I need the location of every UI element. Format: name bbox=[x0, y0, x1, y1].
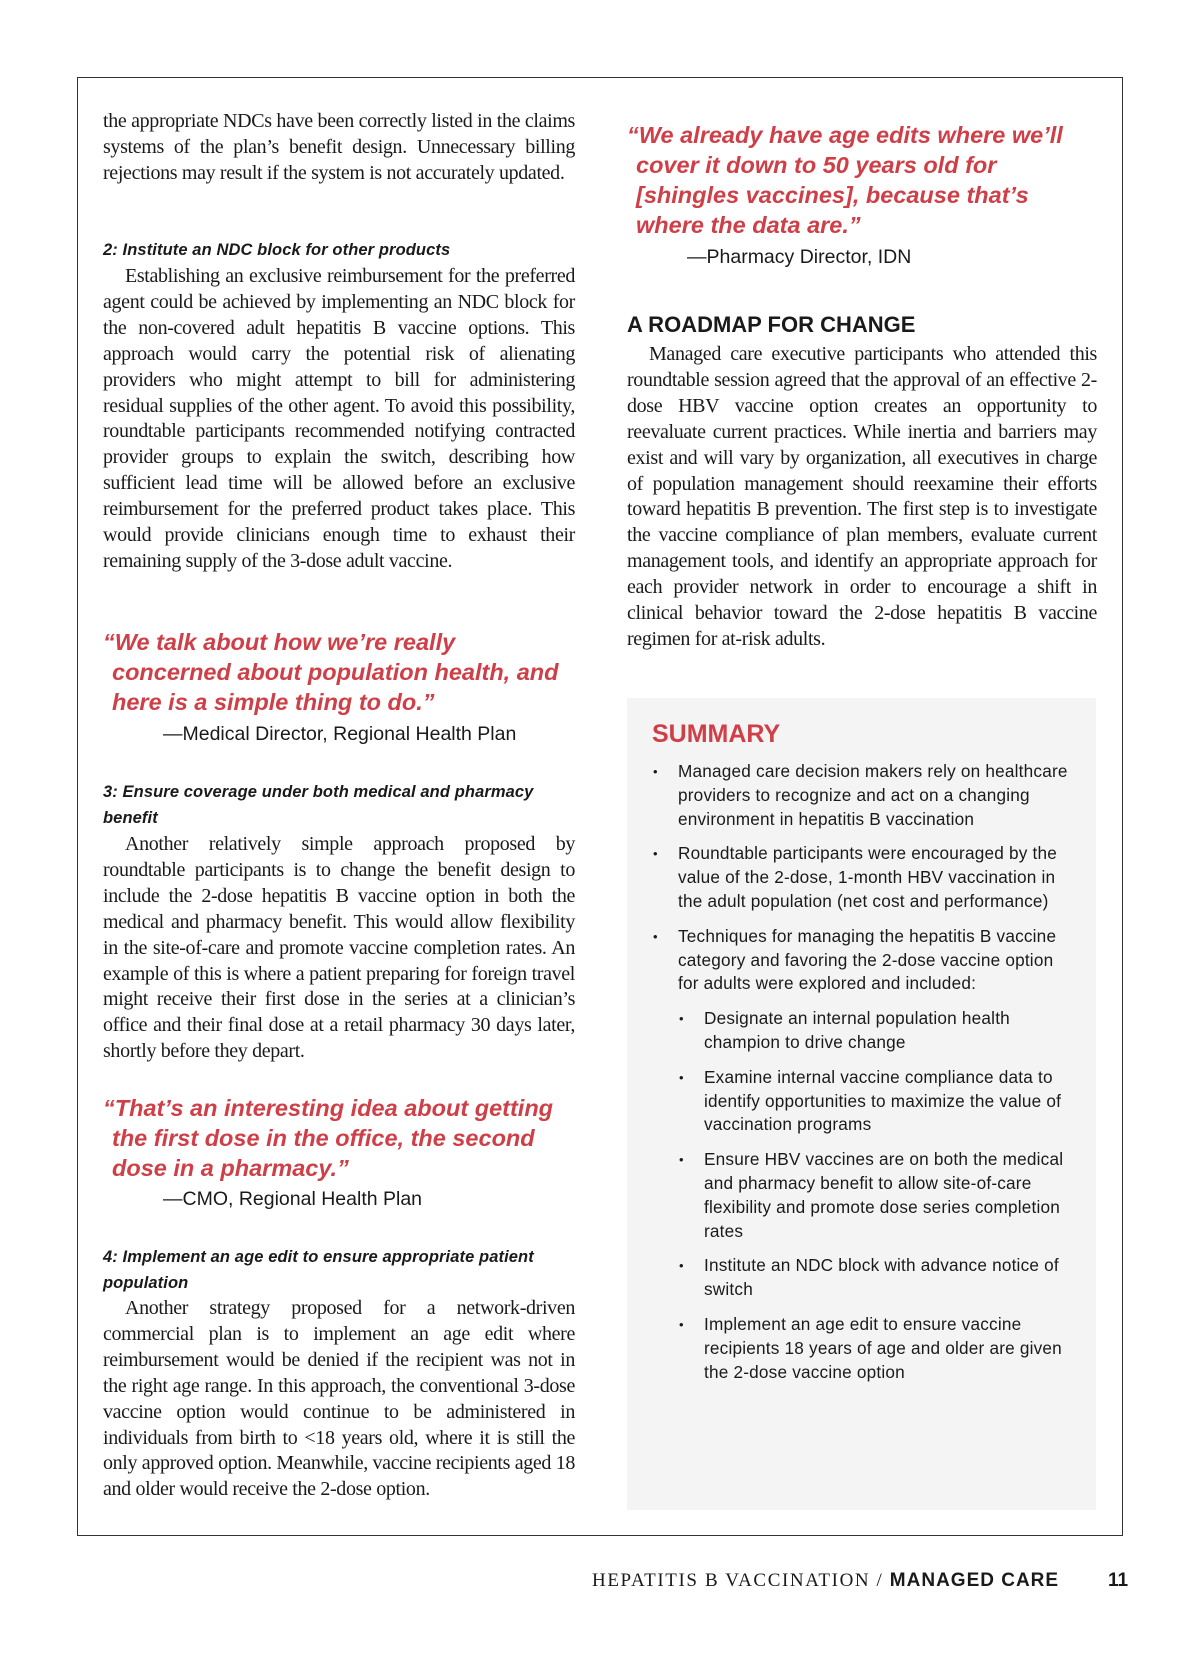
paragraph-roadmap: Managed care executive participants who attended this roundtable session agreed that the approval of an effective 2-dose HBV vaccine option creates an opportunity to reevaluate current practices. While inertia and barriers may exist and will vary by organization, all executives in charge of population management should reexamine their efforts toward hepatitis B prevention. The first step is to investigate the vaccine compliance of plan members, evaluate current management tools, and identify an appropriate approach for each provider network in order to encourage a shift in clinical behavior toward the 2-dose hepatitis B vaccine regimen for at-risk adults. bbox=[627, 343, 1097, 650]
summary-box bbox=[627, 698, 1096, 1510]
summary-item: • Roundtable participants were encouraged by the value of the 2-dose, 1-month HBV vaccination in the adult population (net cost and performance) bbox=[627, 842, 1096, 913]
summary-list bbox=[627, 760, 1096, 1395]
quote-attribution: —CMO, Regional Health Plan bbox=[163, 1188, 423, 1210]
summary-subitem: • Examine internal vaccine compliance data to identify opportunities to maximize the value of vaccination programs bbox=[627, 1066, 1096, 1137]
pull-quote-cmo: “That’s an interesting idea about getting the first dose in the office, the second dose in a pharmacy.” bbox=[103, 1095, 554, 1181]
pull-quote-pharmacy-director: “We already have age edits where we’ll cover it down to 50 years old for [shingles vaccines], because that’s where the data are.” bbox=[627, 122, 1063, 238]
quote-attribution: —Pharmacy Director, IDN bbox=[687, 246, 912, 268]
running-footer bbox=[592, 1570, 1059, 1592]
summary-title: SUMMARY bbox=[652, 720, 781, 748]
paragraph-ndc-block: Establishing an exclusive reimbursement for the preferred agent could be achieved by implementing an NDC block for the non-covered adult hepatitis B vaccine options. This approach would carry the potential risk of alienating providers who might attempt to bill for administering residual supplies of the other agent. To avoid this possibility, roundtable participants recommended notifying contracted provider groups to explain the switch, describing how sufficient lead time will be allowed before an exclusive reimbursement for the preferred product takes place. This would provide clinicians enough time to exhaust their remaining supply of the 3-dose adult vaccine. bbox=[103, 265, 575, 572]
summary-item: • Managed care decision makers rely on healthcare providers to recognize and act on a changing environment in hepatitis B vaccination bbox=[627, 760, 1096, 831]
footer-section: MANAGED CARE bbox=[889, 1570, 1060, 1591]
paragraph-age-edit: Another strategy proposed for a network-driven commercial plan is to implement an age edit where reimbursement would be denied if the recipient was not in the right age range. In this approach, the conventional 3-dose vaccine option would continue to be administered in individuals from birth to <18 years old, where it is still the only approved option. Meanwhile, vaccine recipients aged 18 and older would receive the 2-dose option. bbox=[103, 1297, 575, 1501]
summary-subitem: • Implement an age edit to ensure vaccine recipients 18 years of age and older are given the 2-dose vaccine option bbox=[627, 1313, 1096, 1384]
footer-publication: HEPATITIS B VACCINATION / bbox=[592, 1570, 890, 1591]
summary-subitem: • Designate an internal population health champion to drive change bbox=[627, 1007, 1096, 1055]
subheading-age-edit: 4: Implement an age edit to ensure appropriate patient population bbox=[103, 1248, 534, 1292]
page-number: 11 bbox=[1108, 1570, 1129, 1591]
paragraph-continued: the appropriate NDCs have been correctly listed in the claims systems of the plan’s benefit design. Unnecessary billing rejections may result if the system is not accurately updated. bbox=[103, 110, 575, 184]
section-title: A ROADMAP FOR CHANGE bbox=[627, 312, 916, 337]
quote-attribution: —Medical Director, Regional Health Plan bbox=[163, 723, 517, 745]
paragraph-coverage: Another relatively simple approach proposed by roundtable participants is to change the benefit design to include the 2-dose hepatitis B vaccine option in both the medical and pharmacy benefit. This would allow flexibility in the site-of-care and promote vaccine completion rates. An example of this is where a patient preparing for foreign travel might receive their first dose in the series at a clinician’s office and their final dose at a retail pharmacy 30 days later, shortly before they depart. bbox=[103, 833, 575, 1063]
subheading-ndc-block: 2: Institute an NDC block for other products bbox=[103, 241, 451, 259]
summary-item: • Techniques for managing the hepatitis B vaccine category and favoring the 2-dose vaccine option for adults were explored and included: bbox=[627, 925, 1096, 996]
summary-subitem: • Institute an NDC block with advance notice of switch bbox=[627, 1254, 1096, 1302]
summary-subitem: • Ensure HBV vaccines are on both the medical and pharmacy benefit to allow site-of-care flexibility and promote dose series completion rates bbox=[627, 1148, 1096, 1243]
pull-quote-medical-director: “We talk about how we’re really concerned about population health, and here is a simple thing to do.” bbox=[103, 629, 559, 715]
subheading-coverage: 3: Ensure coverage under both medical and pharmacy benefit bbox=[103, 783, 534, 827]
